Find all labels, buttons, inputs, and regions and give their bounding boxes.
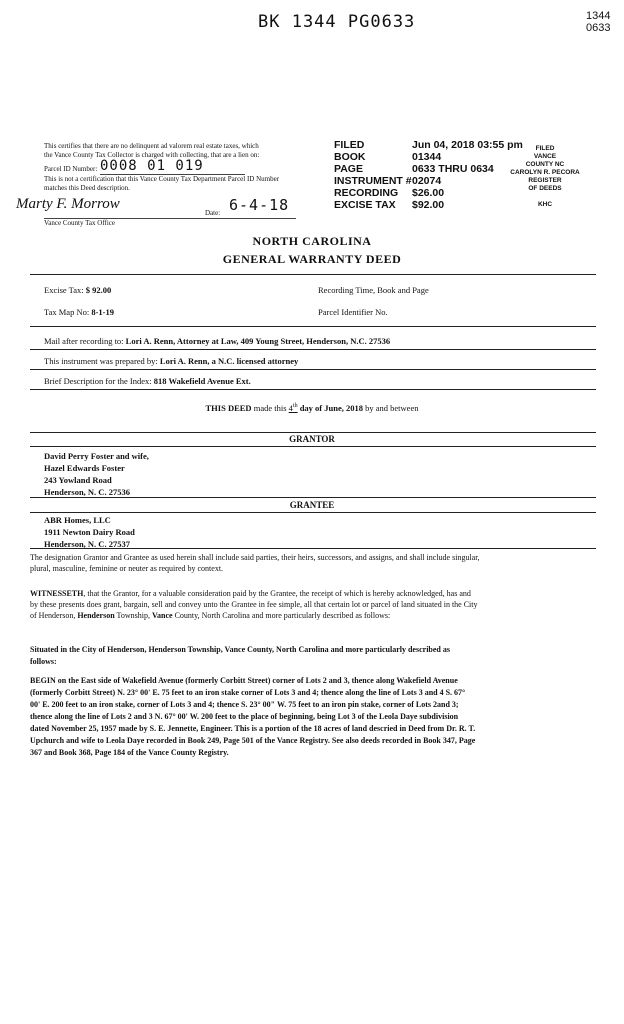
grantee-line: ABR Homes, LLC	[44, 515, 111, 525]
register-line: OF DEEDS	[528, 185, 562, 192]
parcel-id-handwritten: 0008 01 019	[100, 158, 204, 174]
designation-line: plural, masculine, feminine or neuter as required by context.	[30, 564, 224, 573]
register-line: COUNTY NC	[525, 161, 565, 168]
grantor-line: 243 Yowland Road	[44, 475, 112, 485]
description-line: BEGIN on the East side of Wakefield Avenue (formerly Corbitt Street) corner of Lots 2 and 3, thence along Wakefield Avenue	[30, 676, 458, 685]
instrument-label: INSTRUMENT #	[334, 175, 412, 187]
deed-date-made: made this	[253, 403, 287, 413]
grantor-line: Hazel Edwards Foster	[44, 463, 125, 473]
description-line: 367 and Book 368, Page 184 of the Vance County Registry.	[30, 748, 229, 757]
info-bottom-rule	[30, 326, 596, 327]
not-cert-line-1: This is not a certification that this Vance County Tax Department Parcel ID Number	[44, 175, 280, 183]
witnesseth-lead: WITNESSETH	[30, 589, 84, 598]
deed-date-rest: day of June, 2018	[299, 403, 363, 413]
grantee-heading: GRANTEE	[289, 500, 335, 510]
witnesseth-line-3a: of Henderson,	[30, 611, 78, 620]
witnesseth-paragraph	[30, 588, 600, 621]
prepared-by-value: Lori A. Renn, a N.C. licensed attorney	[159, 356, 299, 366]
tax-map-value: 8-1-19	[91, 307, 114, 317]
corner-book: 1344	[586, 10, 611, 22]
brief-rule	[30, 389, 596, 390]
witnesseth-line-3c: Township,	[114, 611, 152, 620]
legal-description	[30, 675, 610, 759]
excise-tax-field-label: Excise Tax:	[44, 285, 84, 295]
page-label: PAGE	[334, 163, 363, 175]
description-line: (formerly Corbitt Street) N. 23° 00' E. 75 feet to an iron stake corner of Lots 3 and 4; thence along the line of Lots 3 and 4 S. 67°	[30, 688, 466, 697]
designation-paragraph	[30, 552, 600, 574]
designation-line: The designation Grantor and Grantee as used herein shall include said parties, their heirs, successors, and assigns, and shall include singular,	[30, 553, 480, 562]
description-line: dated November 25, 1957 made by S. E. Jennette, Engineer. This is a portion of the 18 acres of land descried in Deed from Dr. R. T.	[30, 724, 476, 733]
witnesseth-line-2: by these presents does grant, bargain, sell and convey unto the Grantee in fee simple, all that certain lot or parcel of land situated in the City	[30, 600, 478, 609]
not-cert-line-2: matches this Deed description.	[44, 184, 130, 192]
description-line: thence along the line of Lots 2 and 3 N. 67° 00' W. 200 feet to the place of beginning, being Lot 3 of the Leola Daye subdivision	[30, 712, 459, 721]
grantee-top-rule	[30, 497, 596, 498]
mail-after-row	[44, 336, 390, 346]
register-line: FILED	[535, 145, 555, 152]
witnesseth-line-1: , that the Grantor, for a valuable consideration paid by the Grantee, the receipt of which is hereby acknowledged, has and	[83, 589, 471, 598]
witnesseth-line-3e: County, North Carolina and more particularly described as follows:	[172, 611, 391, 620]
parcel-identifier-label: Parcel Identifier No.	[318, 307, 388, 317]
date-handwritten: 6-4-18	[229, 196, 290, 214]
deed-date-line	[0, 403, 624, 413]
grantor-top-rule	[30, 432, 596, 433]
situated-line: follows:	[30, 657, 57, 666]
book-value: 01344	[412, 151, 442, 163]
excise-tax-label: EXCISE TAX	[334, 199, 396, 211]
mail-after-value: Lori A. Renn, Attorney at Law, 409 Young Street, Henderson, N.C. 27536	[125, 336, 391, 346]
description-line: Upchurch and wife to Leola Daye recorded in Book 249, Page 501 of the Vance Registry. See also deeds recorded in Book 347, Page	[30, 736, 476, 745]
grantee-bottom-rule	[30, 548, 596, 549]
witnesseth-county: Vance	[151, 611, 173, 620]
excise-tax-value: $92.00	[412, 199, 445, 211]
excise-tax-row	[44, 285, 111, 295]
grantor-line: Henderson, N. C. 27536	[44, 487, 130, 497]
excise-tax-field-value: $ 92.00	[85, 285, 112, 295]
page-value: 0633 THRU 0634	[412, 163, 494, 175]
grantee-block	[44, 514, 135, 550]
register-initials: KHC	[537, 201, 553, 208]
recording-value: $26.00	[412, 187, 445, 199]
mail-rule	[30, 349, 596, 350]
filing-info	[334, 139, 523, 211]
tax-office-signature: Marty F. Morrow	[16, 196, 120, 212]
tax-office-label: Vance County Tax Office	[44, 219, 115, 227]
prepared-rule	[30, 369, 596, 370]
mail-after-label: Mail after recording to:	[44, 336, 124, 346]
tax-cert-line-2: the Vance County Tax Collector is charged with collecting, that are a lien on:	[44, 151, 260, 159]
grantee-heading-rule	[30, 512, 596, 513]
register-line: VANCE	[533, 153, 557, 160]
grantee-line: 1911 Newton Dairy Road	[44, 527, 135, 537]
not-certification-note	[44, 175, 324, 193]
register-line: REGISTER	[528, 177, 562, 184]
register-line: CAROLYN R. PECORA	[510, 169, 580, 176]
state-title: NORTH CAROLINA	[252, 234, 372, 248]
grantor-heading: GRANTOR	[289, 434, 335, 444]
prepared-by-row	[44, 356, 298, 366]
tax-map-row	[44, 307, 114, 317]
tax-cert-line-1: This certifies that there are no delinquent ad valorem real estate taxes, which	[44, 142, 259, 150]
filed-label: FILED	[334, 139, 365, 151]
parcel-id-label: Parcel ID Number:	[44, 165, 98, 173]
grantee-line: Henderson, N. C. 27537	[44, 539, 130, 549]
brief-description-row	[44, 376, 251, 386]
book-page-stamp: BK 1344 PG0633	[258, 12, 416, 32]
brief-description-value: 818 Wakefield Avenue Ext.	[153, 376, 251, 386]
grantor-line: David Perry Foster and wife,	[44, 451, 149, 461]
instrument-value: 02074	[412, 175, 442, 187]
register-of-deeds	[508, 145, 582, 209]
description-line: 00' E. 200 feet to an iron stake, corner of Lots 3 and 4; thence S. 23° 00" W. 75 feet to an iron pin stake, corner of Lots 2and 3;	[30, 700, 459, 709]
grantor-block	[44, 450, 149, 498]
deed-date-prefix: THIS DEED	[205, 403, 252, 413]
deed-date-day: 4	[288, 403, 293, 413]
book-label: BOOK	[334, 151, 366, 163]
deed-date-sup: th	[292, 403, 298, 410]
tax-map-label: Tax Map No:	[44, 307, 90, 317]
grantor-heading-rule	[30, 446, 596, 447]
situated-line: Situated in the City of Henderson, Henderson Township, Vance County, North Carolina and more particularly described as	[30, 645, 450, 654]
witnesseth-township: Henderson	[77, 611, 115, 620]
deed-title: GENERAL WARRANTY DEED	[222, 252, 402, 266]
corner-book-page	[586, 10, 610, 34]
corner-page: 0633	[586, 22, 611, 34]
info-top-rule	[30, 274, 596, 275]
deed-date-suffix: by and between	[365, 403, 419, 413]
brief-description-label: Brief Description for the Index:	[44, 376, 152, 386]
date-label: Date:	[205, 209, 221, 217]
recording-time-label: Recording Time, Book and Page	[318, 285, 429, 295]
filed-value: Jun 04, 2018 03:55 pm	[412, 139, 523, 151]
situated-paragraph	[30, 644, 605, 668]
prepared-by-label: This instrument was prepared by:	[44, 356, 158, 366]
recording-label: RECORDING	[334, 187, 399, 199]
